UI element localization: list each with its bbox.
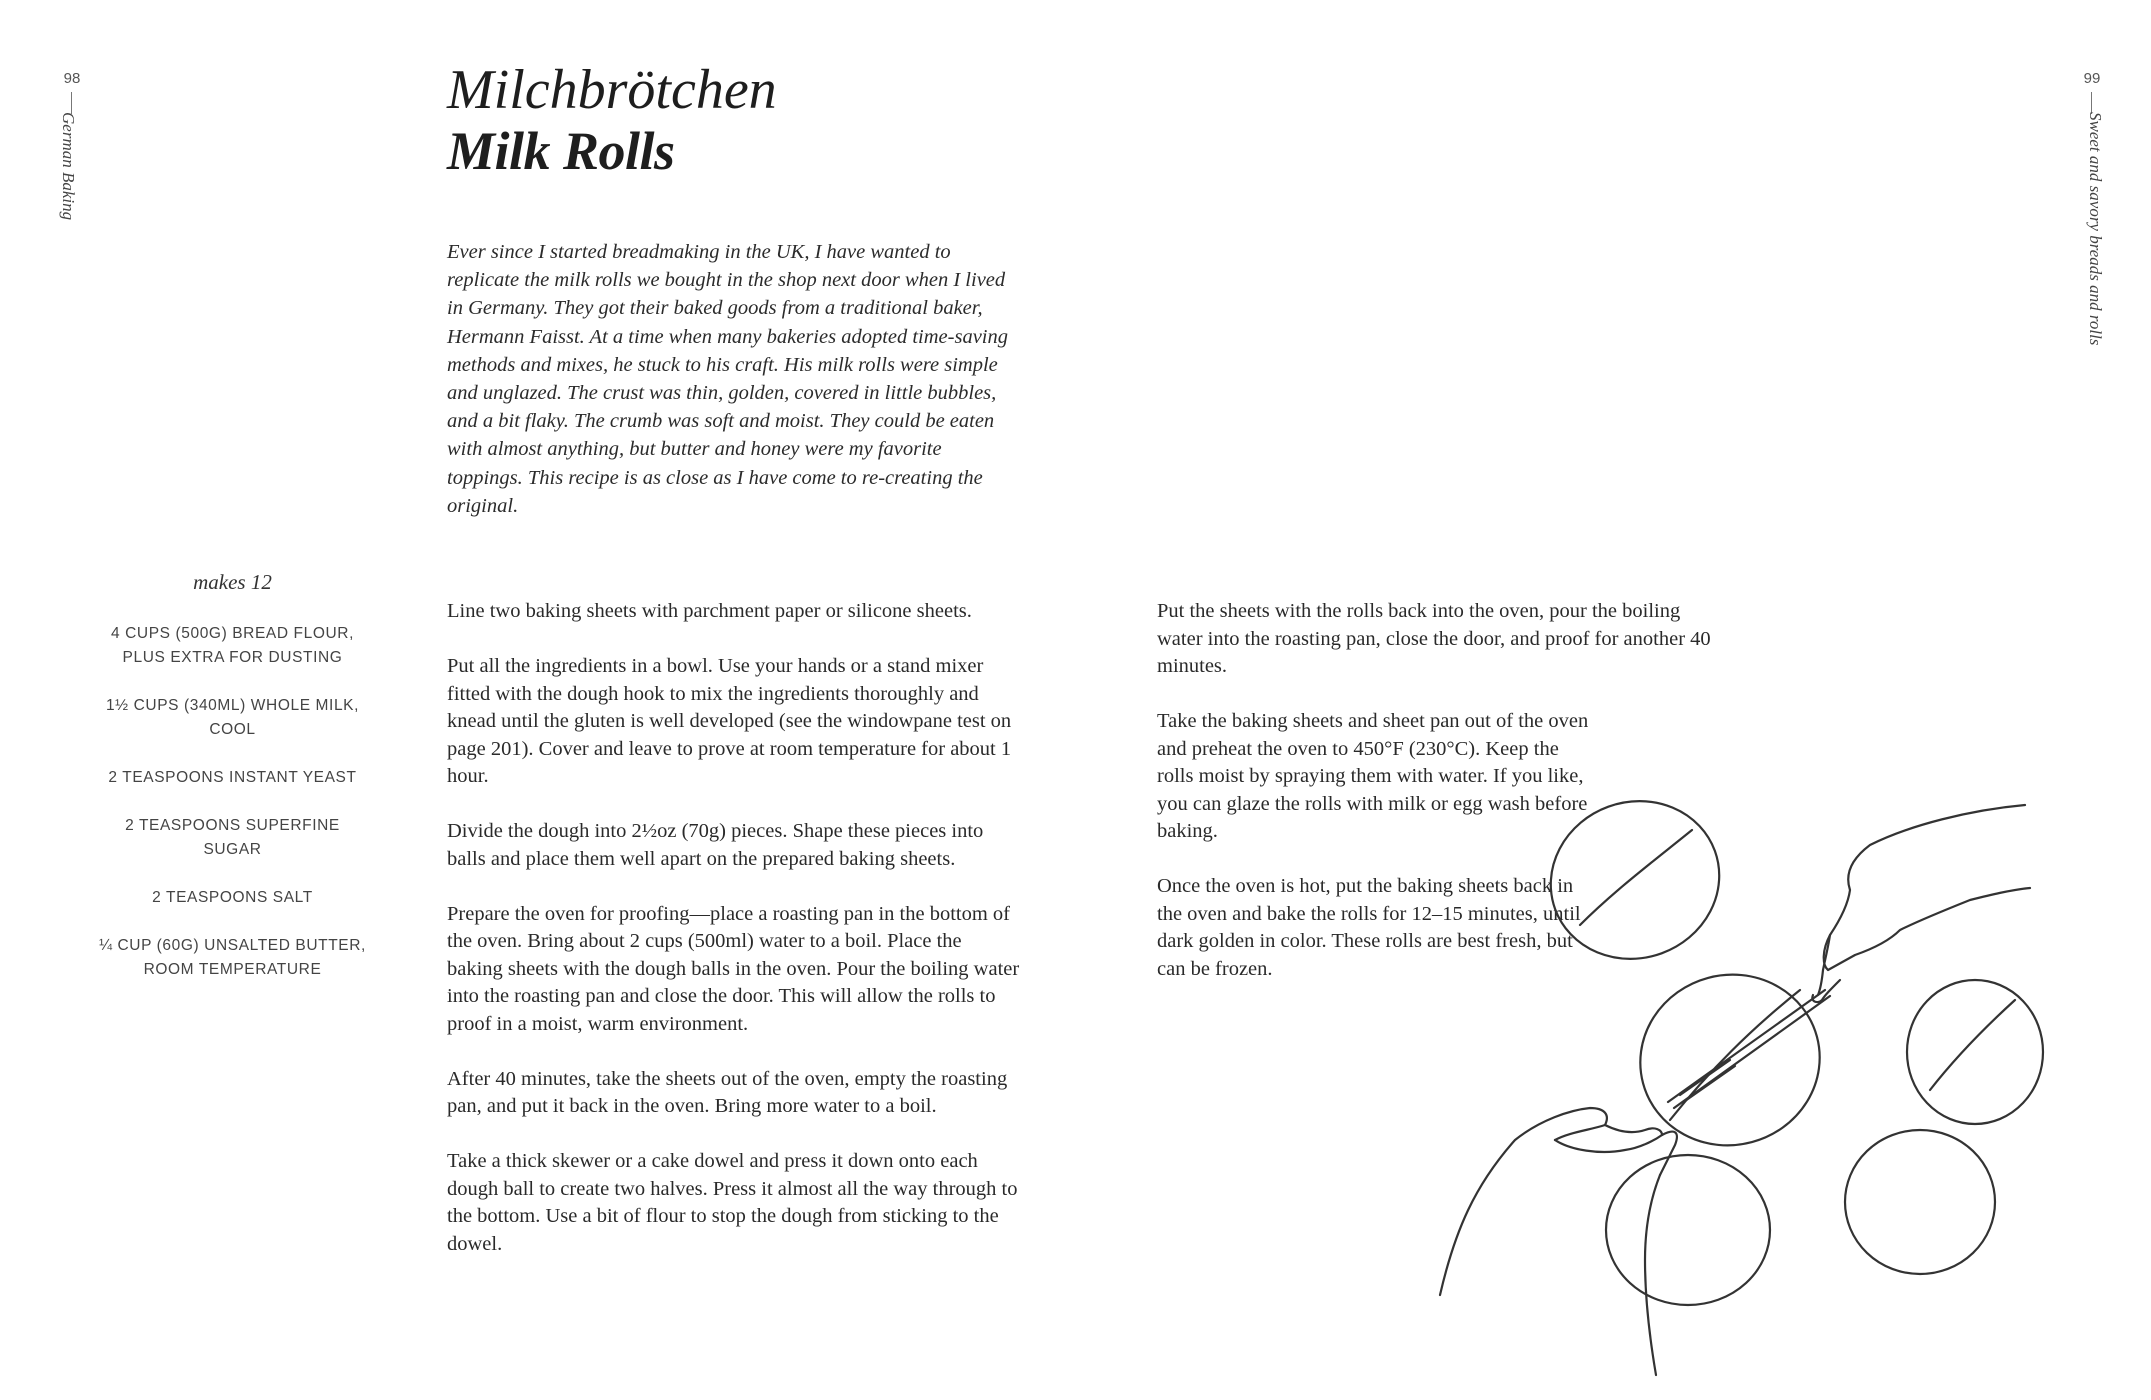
rolls-illustration <box>1430 790 2045 1380</box>
method-step: After 40 minutes, take the sheets out of the oven, empty the roasting pan, and put it back in the oven. Bring more water to a boil. <box>447 1067 1008 1117</box>
method-step: Take the baking sheets and sheet pan out of the oven and preheat the oven to 450°F (230°C). Keep the rolls moist by spraying them with water. If you like, you can glaze the rolls with milk or egg wash before baking. <box>1157 710 1589 842</box>
ingredient-item: 2 TEASPOONS SUPERFINE SUGAR <box>125 817 340 858</box>
rolls-drawing <box>1430 790 2045 1380</box>
upper-hand <box>1824 805 2030 970</box>
dowel-shading <box>1680 1060 1735 1101</box>
score-line <box>1580 830 1692 925</box>
recipe-yield: makes 12 <box>193 570 272 594</box>
method-column-left <box>447 598 1022 1286</box>
method-step: Put all the ingredients in a bowl. Use your hands or a stand mixer fitted with the dough hook to mix the ingredients thoroughly and knead until the gluten is well developed (see the windowpane test on page 201). Cover and leave to prove at room temperature for about 1 hour. <box>447 655 1012 787</box>
method-step: Put the sheets with the rolls back into the oven, pour the boiling water into the roasting pan, close the door, and proof for another 40 minutes. <box>1157 600 1711 677</box>
right-running-head: Sweet and savory breads and rolls <box>2086 112 2105 346</box>
method-step: Once the oven is hot, put the baking sheets back in the oven and bake the rolls for 12–15 minutes, until dark golden in color. These rolls are best fresh, but can be frozen. <box>1157 875 1581 980</box>
recipe-intro: Ever since I started breadmaking in the UK, I have wanted to replicate the milk rolls we bought in the shop next door when I lived in Germany. They got their baked goods from a traditional baker, Hermann Faisst. At a time when many bakeries adopted time-saving methods and mixes, he stuck to his craft. His milk rolls were simple and unglazed. The crust was thin, golden, covered in little bubbles, and a bit flaky. The crumb was soft and moist. They could be eaten with almost anything, but butter and honey were my favorite toppings. This recipe is as close as I have come to re-creating the original. <box>447 241 1009 517</box>
method-step: Line two baking sheets with parchment paper or silicone sheets. <box>447 600 972 622</box>
lower-hand <box>1440 1108 1607 1295</box>
ingredient-list <box>95 622 370 1006</box>
dowel <box>1668 990 1825 1102</box>
ingredient-item: 4 CUPS (500G) BREAD FLOUR, PLUS EXTRA FOR DUSTING <box>111 625 354 666</box>
ingredient-item: 2 TEASPOONS INSTANT YEAST <box>108 769 357 786</box>
ingredient-item: ¼ CUP (60G) UNSALTED BUTTER, ROOM TEMPERATURE <box>99 937 366 978</box>
left-running-head: German Baking <box>59 112 78 221</box>
left-page-number: 98 <box>63 70 81 87</box>
ingredient-item: 2 TEASPOONS SALT <box>152 889 313 906</box>
recipe-title-german: Milchbrötchen <box>447 59 777 121</box>
method-step: Prepare the oven for proofing—place a roasting pan in the bottom of the oven. Bring about 2 cups (500ml) water to a boil. Place the baking sheets with the dough balls in the oven. Pour the boiling water into the roasting pan and close the door. This will allow the rolls to proof in a moist, warm environment. <box>447 902 1020 1035</box>
method-step: Take a thick skewer or a cake dowel and press it down onto each dough ball to create two halves. Press it almost all the way through to the bottom. Use a bit of flour to stop the dough from sticking to the dowel. <box>447 1150 1018 1255</box>
dough-ball <box>1845 1130 1995 1274</box>
lower-hand <box>1555 1132 1677 1175</box>
dough-ball <box>1907 980 2043 1124</box>
lower-hand <box>1605 1125 1662 1135</box>
right-folio-rule <box>2091 92 2092 114</box>
left-folio-rule <box>71 92 72 114</box>
method-step: Divide the dough into 2½oz (70g) pieces. Shape these pieces into balls and place them well apart on the prepared baking sheets. <box>447 820 984 870</box>
right-page-number: 99 <box>2083 70 2101 87</box>
dough-ball <box>1528 790 1741 982</box>
lower-hand <box>1645 1175 1660 1375</box>
upper-hand <box>1818 935 1830 995</box>
dough-ball <box>1606 1155 1770 1305</box>
score-line <box>1930 1000 2015 1090</box>
recipe-title-english: Milk Rolls <box>447 121 675 181</box>
ingredient-item: 1½ CUPS (340ML) WHOLE MILK, COOL <box>105 697 360 738</box>
